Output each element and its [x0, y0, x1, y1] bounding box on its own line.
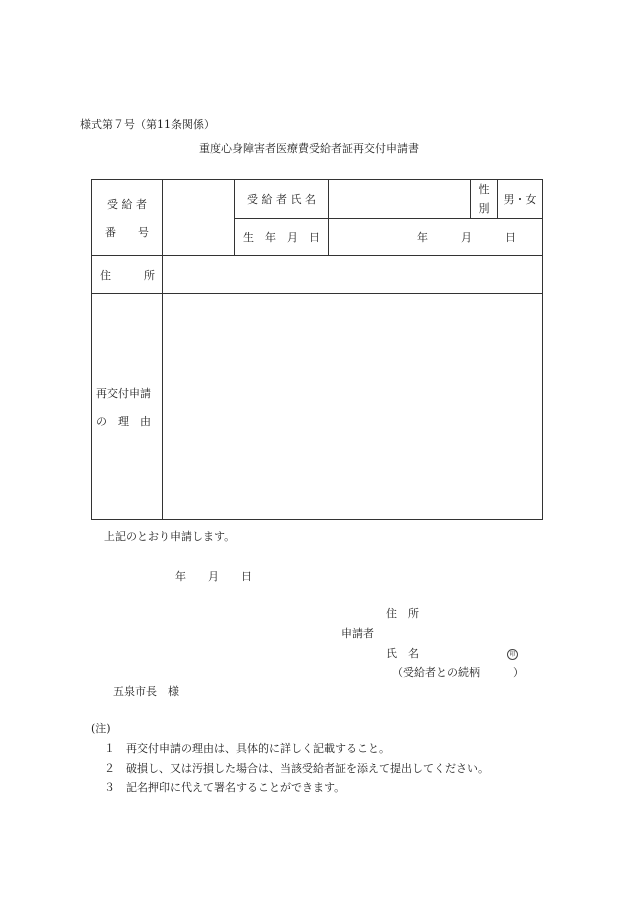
recipient-number-label-cell: [92, 180, 163, 256]
recipient-name-field[interactable]: [329, 180, 471, 219]
note-item-1: １ 再交付申請の理由は、具体的に詳しく記載すること。: [104, 742, 390, 755]
reason-label-line2: の 理 由: [96, 414, 151, 428]
seal-mark: [507, 646, 518, 660]
gender-label-cell: [471, 180, 498, 219]
birthdate-label: 生 年 月 日: [235, 219, 329, 256]
birthdate-value: 年 月 日: [417, 231, 516, 244]
gender-label-line1: 性: [478, 183, 490, 196]
notes-heading: (注): [91, 722, 111, 735]
recipient-number-label-line2: 番 号: [105, 225, 149, 239]
application-table: [91, 179, 543, 520]
seal-icon: 印: [507, 649, 518, 660]
recipient-number-field[interactable]: [163, 180, 235, 256]
recipient-name-label: 受 給 者 氏 名: [235, 180, 329, 219]
addressee: 五泉市長 様: [113, 685, 179, 698]
note-item-2: ２ 破損し、又は汚損した場合は、当該受給者証を添えて提出してください。: [104, 762, 489, 775]
relation-text: （受給者との続柄 ）: [392, 666, 524, 679]
gender-options[interactable]: 男・女: [498, 180, 543, 219]
reason-label-line1: 再交付申請: [96, 386, 151, 400]
form-title: 重度心身障害者医療費受給者証再交付申請書: [199, 142, 419, 155]
applicant-label: 申請者: [341, 627, 374, 640]
recipient-number-label-line1: 受 給 者: [107, 197, 147, 211]
birthdate-field[interactable]: [329, 219, 543, 256]
address-field[interactable]: [163, 256, 543, 294]
reason-label-cell: [92, 294, 163, 520]
statement-text: 上記のとおり申請します。: [104, 530, 236, 543]
date-line: 年 月 日: [175, 570, 252, 583]
reason-field[interactable]: [163, 294, 543, 520]
note-item-3: ３ 記名押印に代えて署名することができます。: [104, 781, 346, 794]
form-number: 様式第７号（第11条関係）: [80, 118, 215, 131]
address-label: 住 所: [92, 256, 163, 294]
gender-label-line2: 別: [478, 202, 490, 215]
applicant-name-label: 氏 名: [386, 647, 419, 660]
applicant-address-label: 住 所: [386, 607, 419, 620]
